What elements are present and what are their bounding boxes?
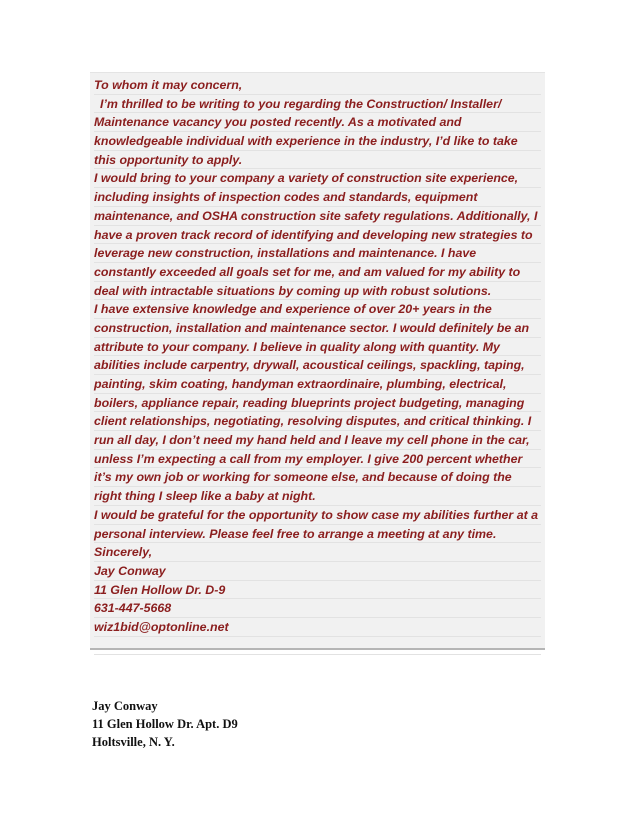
letter-line: I have extensive knowledge and experience of over 20+ years in the xyxy=(94,300,541,319)
letter-line: abilities include carpentry, drywall, acoustical ceilings, spackling, taping, xyxy=(94,356,541,375)
letter-line: it’s my own job or working for someone else, and because of doing the xyxy=(94,468,541,487)
letter-line: knowledgeable individual with experience in the industry, I’d like to take xyxy=(94,132,541,151)
letter-line: Sincerely, xyxy=(94,543,541,562)
letter-line: have a proven track record of identifying and developing new strategies to xyxy=(94,226,541,245)
letter-line: Jay Conway xyxy=(94,562,541,581)
letter-line: 631-447-5668 xyxy=(94,599,541,618)
letter-line: leverage new construction, installations and maintenance. I have xyxy=(94,244,541,263)
letter-line: personal interview. Please feel free to arrange a meeting at any time. xyxy=(94,525,541,544)
letter-line: painting, skim coating, handyman extraordinaire, plumbing, electrical, xyxy=(94,375,541,394)
letter-line: I’m thrilled to be writing to you regarding the Construction/ Installer/ xyxy=(94,95,541,114)
footer-name: Jay Conway xyxy=(92,699,158,713)
letter-line: deal with intractable situations by coming up with robust solutions. xyxy=(94,282,541,301)
letter-line: including insights of inspection codes and standards, equipment xyxy=(94,188,541,207)
letter-line: Maintenance vacancy you posted recently. As a motivated and xyxy=(94,113,541,132)
footer-street: 11 Glen Hollow Dr. Apt. D9 xyxy=(92,717,238,731)
letter-line: run all day, I don’t need my hand held and I leave my cell phone in the car, xyxy=(94,431,541,450)
letter-line: construction, installation and maintenance sector. I would definitely be an xyxy=(94,319,541,338)
letter-line: I would be grateful for the opportunity to show case my abilities further at a xyxy=(94,506,541,525)
letter-line: this opportunity to apply. xyxy=(94,151,541,170)
letter-line: right thing I sleep like a baby at night. xyxy=(94,487,541,506)
letter-line: To whom it may concern, xyxy=(94,76,541,95)
letter-line: boilers, appliance repair, reading blueprints project budgeting, managing xyxy=(94,394,541,413)
cover-letter-body xyxy=(90,72,545,650)
letter-line: client relationships, negotiating, resolving disputes, and critical thinking. I xyxy=(94,412,541,431)
letter-line: constantly exceeded all goals set for me, and am valued for my ability to xyxy=(94,263,541,282)
blank-row xyxy=(94,637,541,656)
letter-line: unless I’m expecting a call from my employer. I give 200 percent whether xyxy=(94,450,541,469)
footer-address xyxy=(92,697,238,751)
letter-line: attribute to your company. I believe in quality along with quantity. My xyxy=(94,338,541,357)
letter-line: wiz1bid@optonline.net xyxy=(94,618,541,637)
letter-line: maintenance, and OSHA construction site safety regulations. Additionally, I xyxy=(94,207,541,226)
footer-city: Holtsville, N. Y. xyxy=(92,735,175,749)
letter-line: 11 Glen Hollow Dr. D-9 xyxy=(94,581,541,600)
letter-line: I would bring to your company a variety of construction site experience, xyxy=(94,169,541,188)
